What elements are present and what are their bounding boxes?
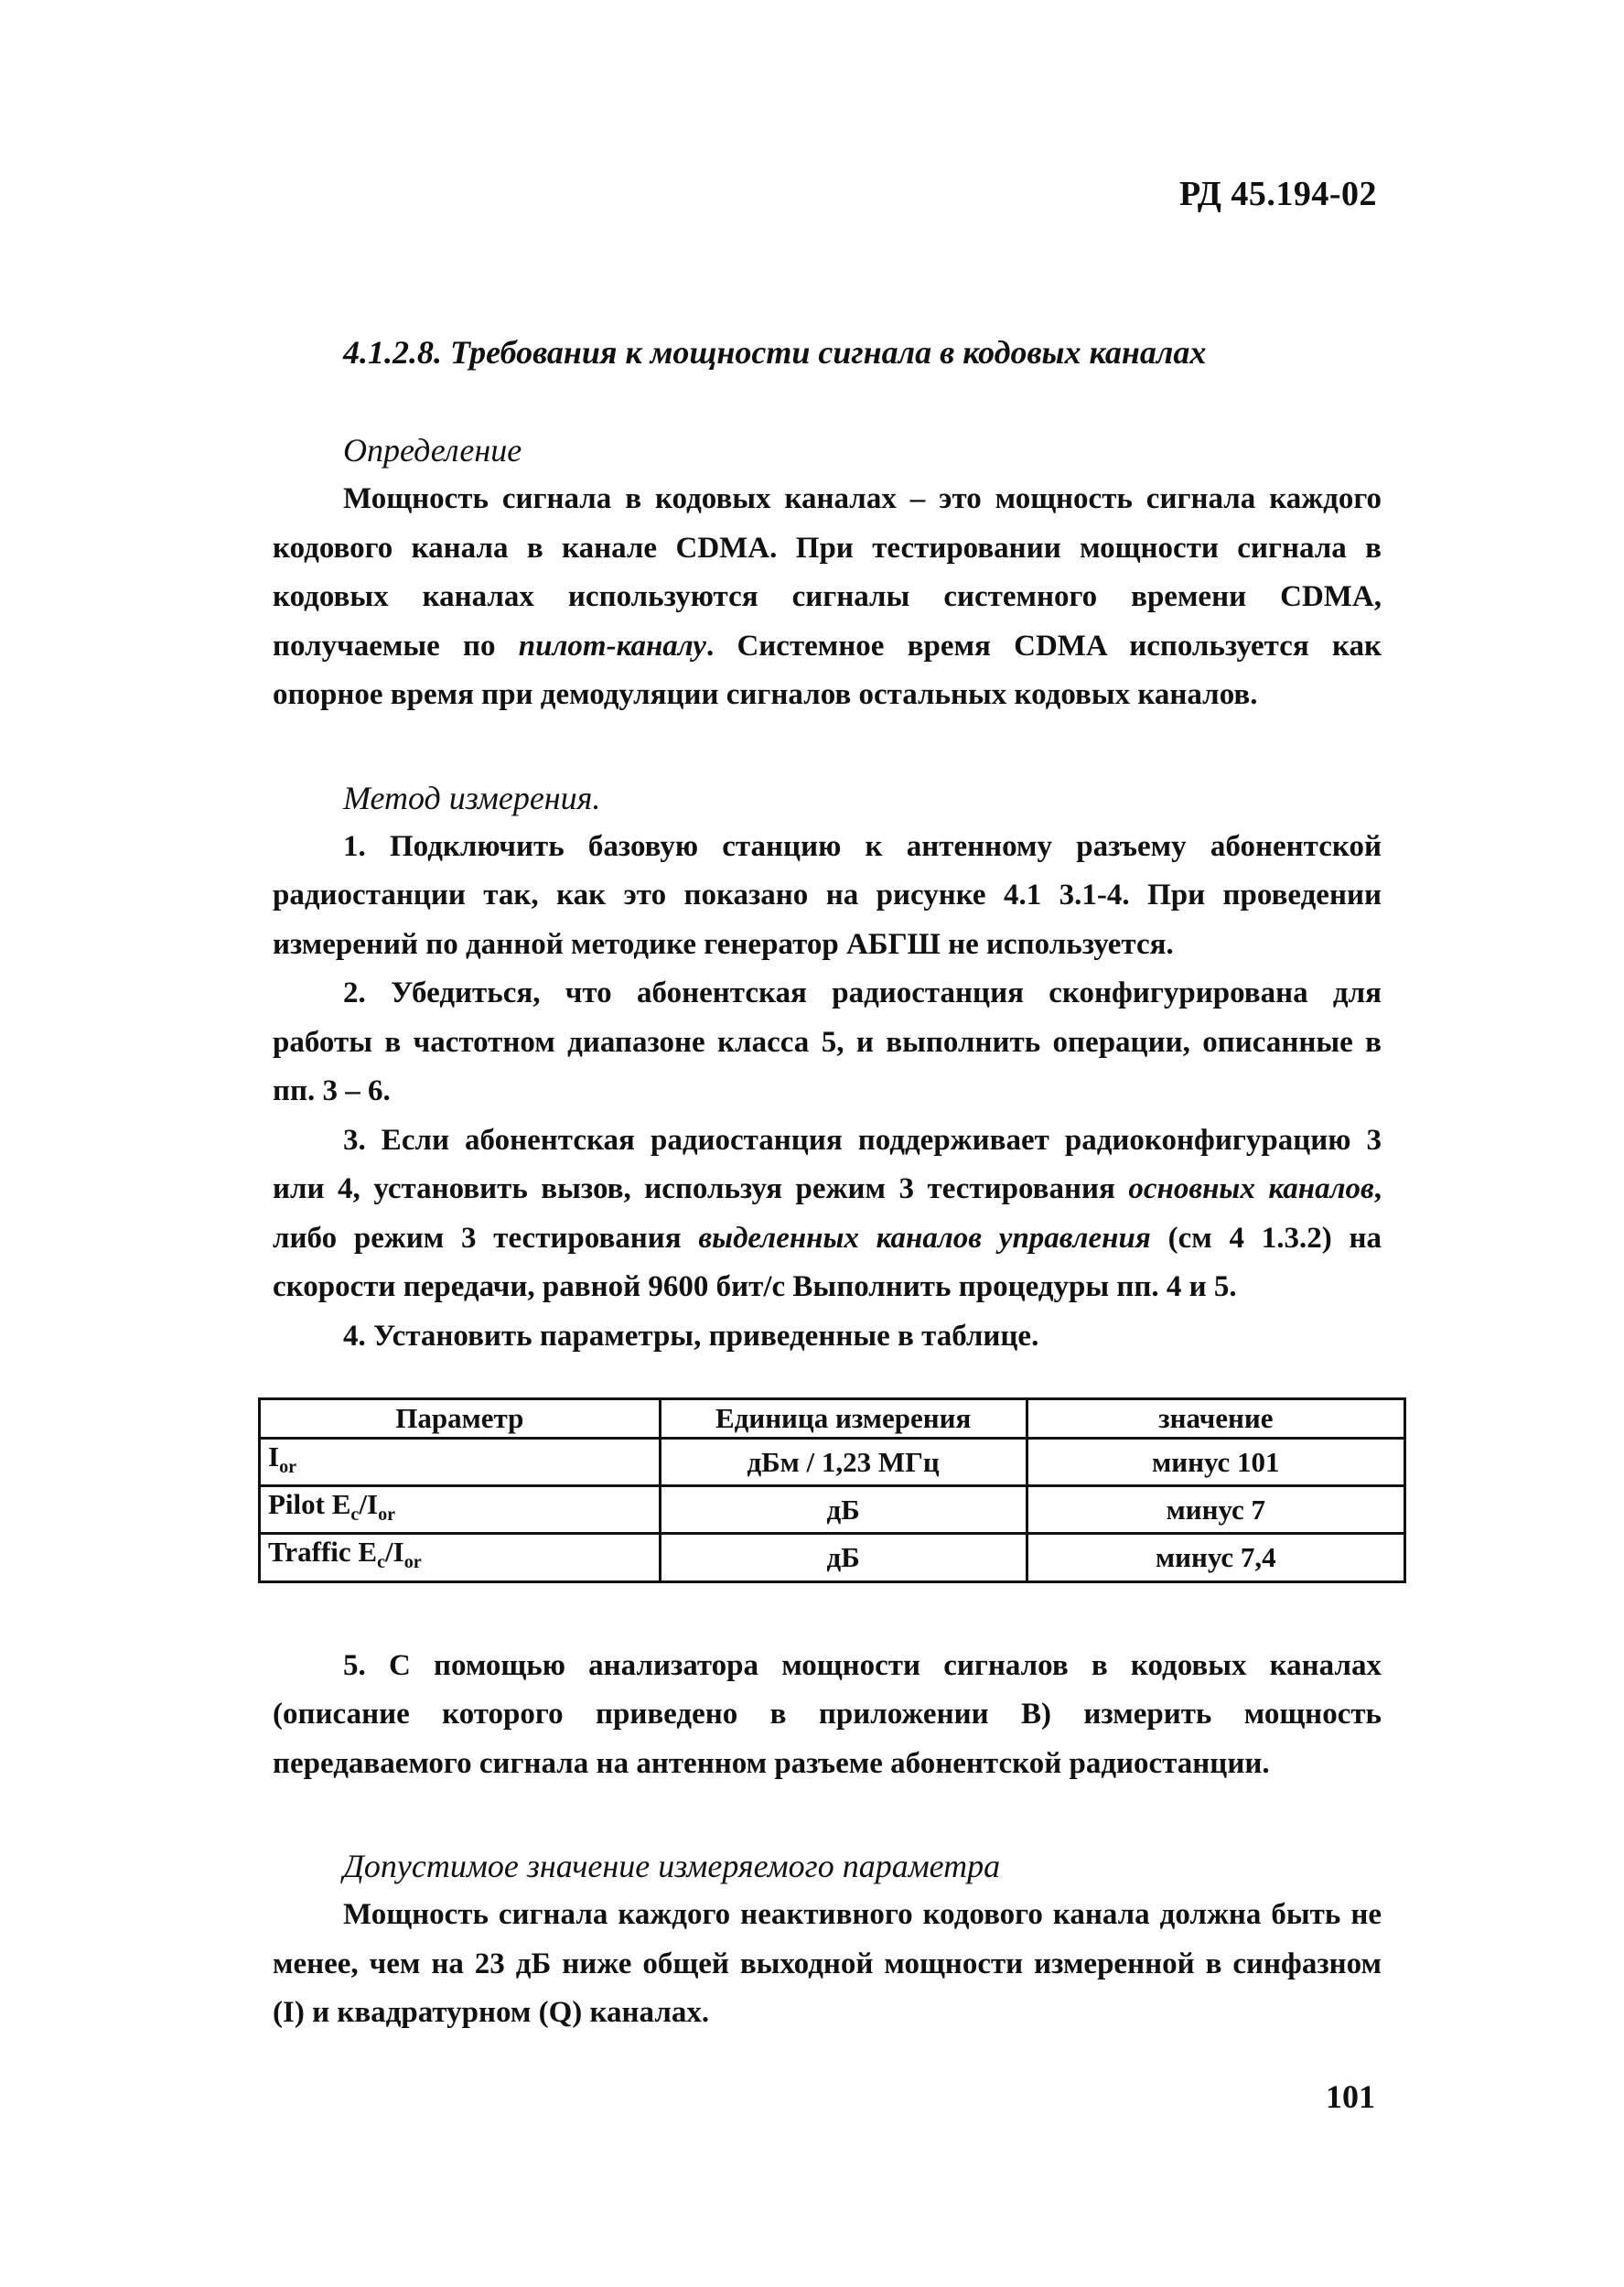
method-step-1: 1. Подключить базовую станцию к антенному разъему абонентской радиостанции так, как это показано на рисунке 4.1 3.1-4. При проведении измерений по данной методике генератор АБГШ не используется. — [273, 829, 1382, 961]
table-cell-unit: дБ — [660, 1534, 1027, 1581]
param-subscript-2: or — [378, 1505, 396, 1526]
page-content — [268, 325, 1382, 2038]
method-heading: Метод измерения. — [343, 779, 601, 816]
method-step-3 — [273, 1117, 1382, 1312]
param-name: I — [268, 1440, 280, 1473]
step-3-text-a: 3. Если абонентская радиостанция поддерживает радиоконфигурацию 3 или 4, установить вызов, используя режим 3 тестирования — [273, 1123, 1382, 1205]
section-title: 4.1.2.8. Требования к мощности сигнала в кодовых каналах — [343, 334, 1207, 371]
table-cell-parameter — [260, 1439, 661, 1486]
table-cell-value: минус 7,4 — [1027, 1534, 1404, 1581]
table-row — [260, 1486, 1405, 1534]
table-cell-parameter — [260, 1486, 661, 1534]
allowed-value-paragraph: Мощность сигнала каждого неактивного кодового канала должна быть не менее, чем на 23 дБ ниже общей выходной мощности измеренной в синфазном (I) и квадратурном (Q) каналах. — [273, 1898, 1382, 2030]
definition-text-1: Мощность сигнала в кодовых каналах – это мощность сигнала каждого кодового канала в канале CDMA. При тестировании мощности сигнала в кодовых каналах используются сигналы системного времени CDMA, получаемые по — [273, 482, 1382, 663]
table-cell-unit: дБ — [660, 1486, 1027, 1534]
method-step-4: 4. Установить параметры, приведенные в таблице. — [343, 1319, 1039, 1353]
page-number: 101 — [1326, 2078, 1375, 2115]
table-header-value: значение — [1027, 1399, 1404, 1439]
param-subscript-2: or — [403, 1552, 422, 1573]
param-name: Traffic E — [268, 1536, 378, 1569]
method-step-5: 5. С помощью анализатора мощности сигналов в кодовых каналах (описание которого приведено в приложении В) измерить мощность передаваемого сигнала на антенном разъеме абонентской радиостанции. — [273, 1648, 1382, 1780]
method-step-2: 2. Убедиться, что абонентская радиостанция сконфигурирована для работы в частотном диапазоне класса 5, и выполнить операции, описанные в пп. 3 – 6. — [273, 976, 1382, 1107]
step-3-emphasis-1: основных каналов — [1128, 1172, 1374, 1205]
allowed-value-heading: Допустимое значение измеряемого параметра — [343, 1848, 1001, 1885]
param-subscript: c — [350, 1505, 360, 1526]
table-row — [260, 1534, 1405, 1581]
param-tail: /I — [385, 1536, 404, 1569]
table-cell-unit: дБм / 1,23 МГц — [660, 1439, 1027, 1486]
table-header-parameter: Параметр — [260, 1399, 661, 1439]
definition-heading: Определение — [343, 432, 522, 469]
table-cell-parameter — [260, 1534, 661, 1581]
step-3-emphasis-2: выделенных каналов управления — [698, 1221, 1151, 1255]
param-tail: /I — [359, 1488, 379, 1521]
table-header-unit: Единица измерения — [660, 1399, 1027, 1439]
definition-text-2: . Системное время CDMA используется как опорное время при демодуляции сигналов остальных кодовых каналов. — [273, 629, 1382, 711]
param-subscript: or — [279, 1457, 297, 1478]
definition-paragraph — [273, 475, 1382, 720]
table-header-row — [260, 1399, 1405, 1439]
document-code: РД 45.194-02 — [1179, 175, 1377, 213]
table-row — [260, 1439, 1405, 1486]
table-cell-value: минус 101 — [1027, 1439, 1404, 1486]
parameters-table — [258, 1397, 1406, 1583]
param-subscript: c — [377, 1552, 386, 1573]
step-3-text-c: (см 4 1.3.2) на скорости передачи, равной 9600 бит/с Выполнить процедуры пп. 4 и 5. — [273, 1221, 1382, 1303]
definition-emphasis: пилот-каналу — [518, 629, 706, 663]
param-name: Pilot E — [268, 1488, 351, 1521]
table-cell-value: минус 7 — [1027, 1486, 1404, 1534]
step-3-text-b: , либо режим 3 тестирования — [273, 1172, 1382, 1255]
